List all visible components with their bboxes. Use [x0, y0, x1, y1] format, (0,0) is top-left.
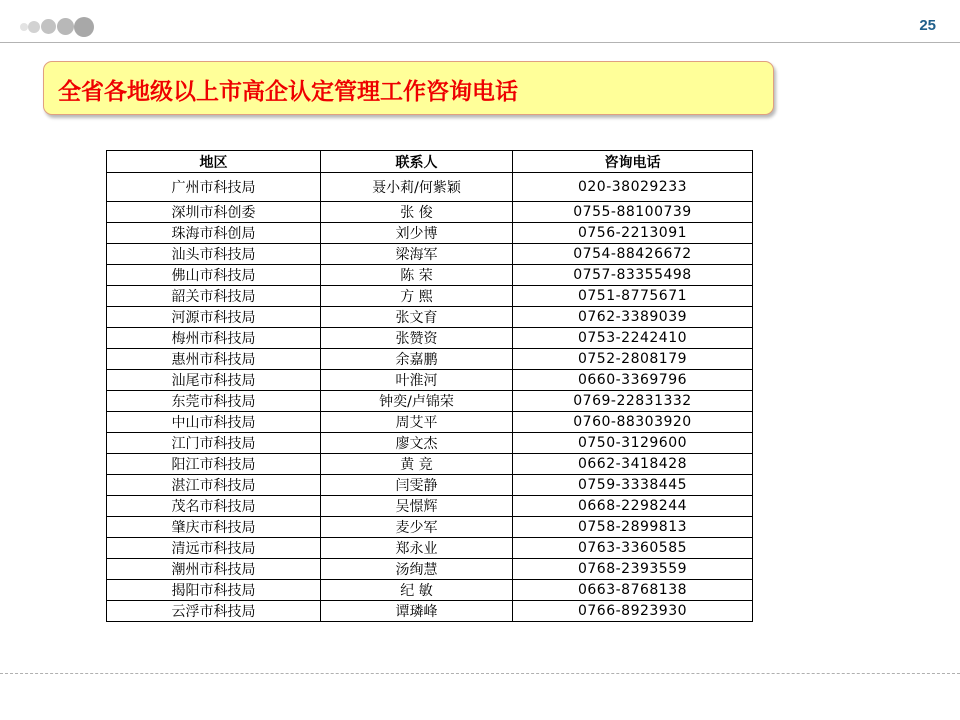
phone-cell: 0754-88426672 [513, 244, 753, 265]
contact-cell: 吴憬辉 [321, 496, 513, 517]
contact-cell: 陈 荣 [321, 265, 513, 286]
table-row [107, 496, 753, 517]
region-cell: 河源市科技局 [107, 307, 321, 328]
dot-2-icon [28, 21, 40, 33]
region-cell: 阳江市科技局 [107, 454, 321, 475]
region-cell: 广州市科技局 [107, 173, 321, 202]
region-cell: 深圳市科创委 [107, 202, 321, 223]
phone-cell: 020-38029233 [513, 173, 753, 202]
title-box [43, 61, 774, 115]
dot-1-icon [20, 23, 28, 31]
table-row [107, 517, 753, 538]
phone-cell: 0752-2808179 [513, 349, 753, 370]
phone-cell: 0763-3360585 [513, 538, 753, 559]
region-cell: 清远市科技局 [107, 538, 321, 559]
phone-cell: 0766-8923930 [513, 601, 753, 622]
region-cell: 云浮市科技局 [107, 601, 321, 622]
page-title: 全省各地级以上市高企认定管理工作咨询电话 [58, 79, 518, 105]
region-cell: 东莞市科技局 [107, 391, 321, 412]
contact-cell: 廖文杰 [321, 433, 513, 454]
region-cell: 湛江市科技局 [107, 475, 321, 496]
contact-cell: 张 俊 [321, 202, 513, 223]
table-row [107, 202, 753, 223]
phone-cell: 0663-8768138 [513, 580, 753, 601]
region-cell: 江门市科技局 [107, 433, 321, 454]
table-row [107, 559, 753, 580]
footer-divider [0, 673, 960, 674]
table-row [107, 328, 753, 349]
region-cell: 惠州市科技局 [107, 349, 321, 370]
region-cell: 揭阳市科技局 [107, 580, 321, 601]
phone-cell: 0759-3338445 [513, 475, 753, 496]
contact-cell: 纪 敏 [321, 580, 513, 601]
contact-cell: 聂小莉/何紫颖 [321, 173, 513, 202]
contact-cell: 钟奕/卢锦荣 [321, 391, 513, 412]
phone-cell: 0660-3369796 [513, 370, 753, 391]
contact-cell: 谭璘峰 [321, 601, 513, 622]
table-row [107, 580, 753, 601]
contact-cell: 郑永业 [321, 538, 513, 559]
phone-cell: 0758-2899813 [513, 517, 753, 538]
region-cell: 中山市科技局 [107, 412, 321, 433]
column-header-contact: 联系人 [321, 151, 513, 173]
phone-cell: 0751-8775671 [513, 286, 753, 307]
dot-5-icon [74, 17, 94, 37]
phone-cell: 0769-22831332 [513, 391, 753, 412]
region-cell: 珠海市科创局 [107, 223, 321, 244]
decorative-dots [20, 16, 100, 38]
table-row [107, 307, 753, 328]
contact-cell: 周艾平 [321, 412, 513, 433]
table-row [107, 286, 753, 307]
dot-3-icon [41, 19, 56, 34]
column-header-phone: 咨询电话 [513, 151, 753, 173]
contact-cell: 闫雯静 [321, 475, 513, 496]
region-cell: 肇庆市科技局 [107, 517, 321, 538]
dot-4-icon [57, 18, 74, 35]
contact-cell: 张文育 [321, 307, 513, 328]
contact-cell: 黄 竞 [321, 454, 513, 475]
table-row [107, 601, 753, 622]
table-row [107, 223, 753, 244]
region-cell: 汕尾市科技局 [107, 370, 321, 391]
page-number: 25 [919, 17, 936, 34]
contact-table [106, 150, 753, 622]
table-row [107, 391, 753, 412]
table-row [107, 173, 753, 202]
region-cell: 茂名市科技局 [107, 496, 321, 517]
phone-cell: 0750-3129600 [513, 433, 753, 454]
contact-cell: 张赞资 [321, 328, 513, 349]
header-divider [0, 42, 960, 43]
phone-cell: 0668-2298244 [513, 496, 753, 517]
phone-cell: 0757-83355498 [513, 265, 753, 286]
contact-cell: 梁海军 [321, 244, 513, 265]
contact-cell: 方 熙 [321, 286, 513, 307]
table-row [107, 412, 753, 433]
table-row [107, 433, 753, 454]
table-row [107, 454, 753, 475]
table-header-row [107, 151, 753, 173]
table-row [107, 244, 753, 265]
region-cell: 梅州市科技局 [107, 328, 321, 349]
phone-cell: 0768-2393559 [513, 559, 753, 580]
contact-cell: 余嘉鹏 [321, 349, 513, 370]
region-cell: 佛山市科技局 [107, 265, 321, 286]
table-row [107, 538, 753, 559]
table-row [107, 475, 753, 496]
column-header-region: 地区 [107, 151, 321, 173]
table-row [107, 349, 753, 370]
table-row [107, 370, 753, 391]
region-cell: 潮州市科技局 [107, 559, 321, 580]
contact-cell: 叶淮河 [321, 370, 513, 391]
phone-cell: 0762-3389039 [513, 307, 753, 328]
region-cell: 韶关市科技局 [107, 286, 321, 307]
phone-cell: 0662-3418428 [513, 454, 753, 475]
phone-cell: 0753-2242410 [513, 328, 753, 349]
contact-cell: 麦少军 [321, 517, 513, 538]
phone-cell: 0755-88100739 [513, 202, 753, 223]
region-cell: 汕头市科技局 [107, 244, 321, 265]
table-row [107, 265, 753, 286]
phone-cell: 0760-88303920 [513, 412, 753, 433]
phone-cell: 0756-2213091 [513, 223, 753, 244]
contact-cell: 刘少博 [321, 223, 513, 244]
contact-cell: 汤绚慧 [321, 559, 513, 580]
